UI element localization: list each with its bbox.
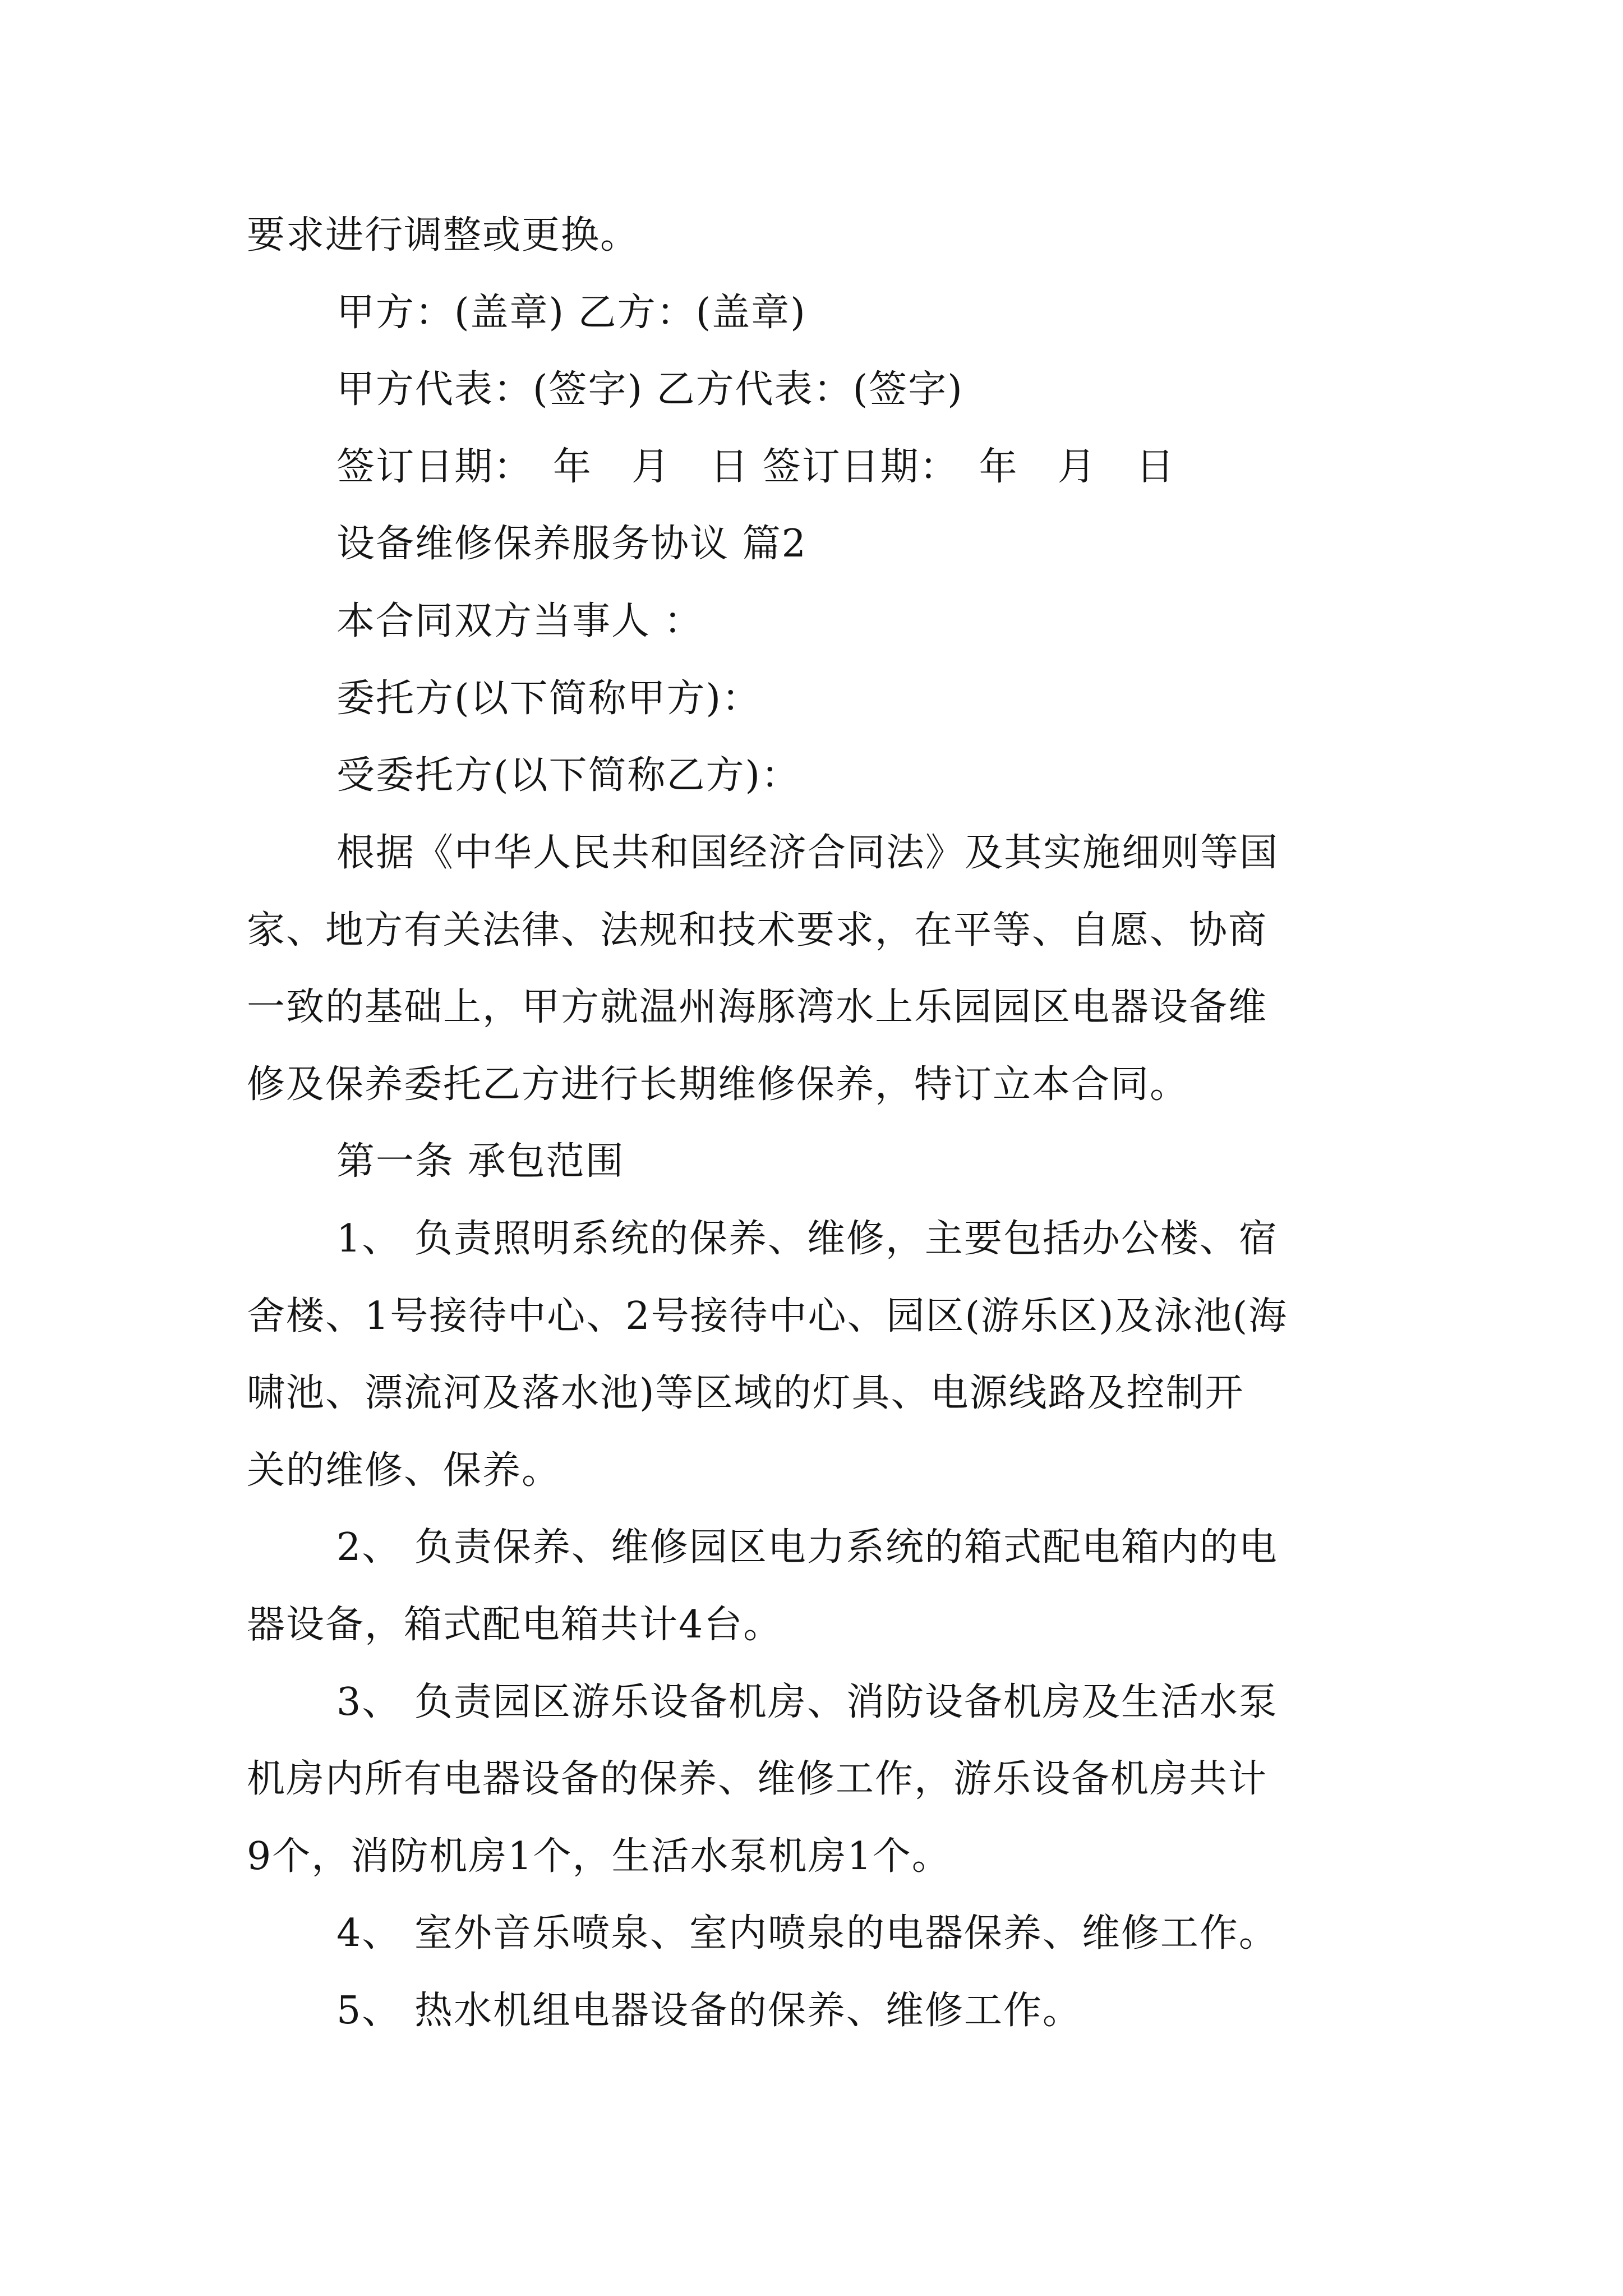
list-item-line: 1、 负责照明系统的保养、维修，主要包括办公楼、宿 <box>336 1217 1278 1261</box>
party-seal-line: 甲方：(盖章) 乙方：(盖章) <box>336 291 806 335</box>
paragraph-line: 本合同双方当事人 ： <box>336 599 703 643</box>
list-item-line: 啸池、漂流河及落水池)等区域的灯具、电源线路及控制开 <box>247 1371 1244 1415</box>
list-item-line: 机房内所有电器设备的保养、维修工作，游乐设备机房共计 <box>247 1757 1268 1801</box>
paragraph-line: 一致的基础上，甲方就温州海豚湾水上乐园园区电器设备维 <box>247 985 1268 1029</box>
list-item-line: 2、 负责保养、维修园区电力系统的箱式配电箱内的电 <box>336 1525 1278 1570</box>
paragraph-line: 委托方(以下简称甲方)： <box>336 677 762 721</box>
article-heading: 第一条 承包范围 <box>336 1139 625 1184</box>
list-item-line: 舍楼、1号接待中心、2号接待中心、园区(游乐区)及泳池(海 <box>247 1294 1288 1338</box>
section-heading: 设备维修保养服务协议 篇2 <box>336 522 807 566</box>
list-item-line: 9个，消防机房1个，生活水泵机房1个。 <box>247 1834 951 1879</box>
paragraph-line: 修及保养委托乙方进行长期维修保养，特订立本合同。 <box>247 1062 1189 1107</box>
paragraph-line: 受委托方(以下简称乙方)： <box>336 753 801 798</box>
paragraph-line: 根据《中华人民共和国经济合同法》及其实施细则等国 <box>336 831 1279 875</box>
list-item-line: 器设备，箱式配电箱共计4台。 <box>247 1603 783 1647</box>
list-item-line: 3、 负责园区游乐设备机房、消防设备机房及生活水泵 <box>336 1680 1278 1724</box>
list-item-line: 关的维修、保养。 <box>247 1448 561 1493</box>
list-item-line: 5、 热水机组电器设备的保养、维修工作。 <box>336 1989 1082 2033</box>
signing-date-line: 签订日期： 年 月 日 签订日期： 年 月 日 <box>336 445 1175 489</box>
representative-signature-line: 甲方代表：(签字) 乙方代表：(签字) <box>336 367 963 412</box>
paragraph-line: 家、地方有关法律、法规和技术要求，在平等、自愿、协商 <box>247 908 1268 953</box>
list-item-line: 4、 室外音乐喷泉、室内喷泉的电器保养、维修工作。 <box>336 1911 1278 1955</box>
paragraph-line: 要求进行调整或更换。 <box>247 213 640 257</box>
